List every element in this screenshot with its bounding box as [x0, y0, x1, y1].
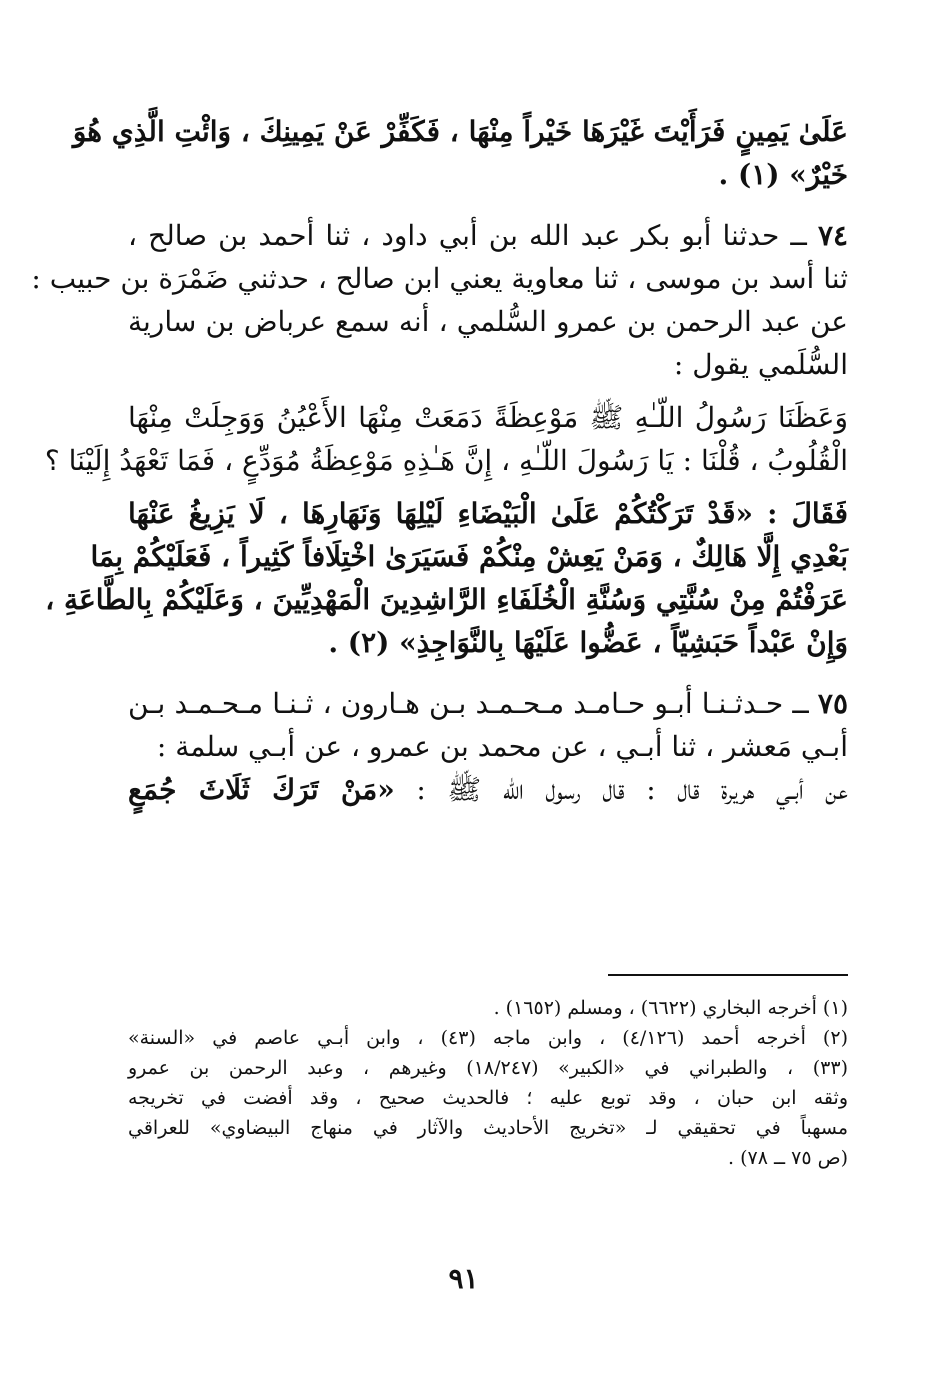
dash: ــ — [790, 219, 807, 252]
text-line: عن عبد الرحمن بن عمرو السُّلمي ، أنه سمع عرباض بن سارية — [128, 305, 848, 338]
isnad-text: حدثنا أبو بكر عبد الله بن أبي داود ، ثنا أحمد بن صالح ، — [128, 219, 780, 252]
footnote-2-line: (ص ٧٥ ــ ٧٨) . — [728, 1147, 848, 1169]
text-line: فَقَالَ : «قَدْ تَرَكْتُكُمْ عَلَىٰ الْبَيْضَاءِ لَيْلِهَا وَنَهَارِهَا ، لَا يَزِيغُ عَنْهَا — [128, 497, 848, 530]
footnote-2-line: وثقه ابن حبان ، وقد توبع عليه ؛ فالحديث صحيح ، وقد أفضت في تخريجه — [128, 1087, 848, 1109]
text-line — [128, 770, 848, 813]
text-line: خَيْرٌ» (١) . — [718, 158, 848, 191]
text-line: السُّلَمي يقول : — [673, 348, 848, 381]
footnote-1: (١) أخرجه البخاري (٦٦٢٢) ، ومسلم (١٦٥٢) . — [493, 997, 848, 1019]
hadith-text: «مَنْ تَرَكَ ثَلَاثَ جُمَعٍ — [128, 773, 395, 806]
page-body — [31, 112, 849, 813]
text-line: بَعْدِي إِلَّا هَالِكٌ ، وَمَنْ يَعِشْ مِنْكُمْ فَسَيَرَىٰ اخْتِلَافاً كَثِيراً ، فَعَلَيْكُمْ بِمَا — [90, 540, 848, 573]
text-line: ثنا أسد بن موسى ، ثنا معاوية يعني ابن صالح ، حدثني ضَمْرَة بن حبيب : — [31, 262, 848, 295]
footnote-2-line: (٢) أخرجه أحمد (٤/١٢٦) ، وابن ماجه (٤٣) ، وابن أبـي عاصم في «السنة» — [128, 1027, 848, 1049]
hadith-number: ٧٥ — [817, 687, 848, 720]
footnote-2-line: مسهباً في تحقيقي لـ «تخريج الأحاديث والآثار في منهاج البيضاوي» للعراقي — [128, 1117, 848, 1139]
hadith-number: ٧٤ — [817, 219, 849, 252]
text-line: وَعَظَنَا رَسُولُ اللّـٰهِ ﷺ مَوْعِظَةً دَمَعَتْ مِنْهَا الأَعْيُنُ وَوَجِلَتْ مِنْهَا — [128, 401, 848, 434]
footnotes — [128, 974, 848, 1174]
text-line: أبـي مَعشر ، ثنا أبـي ، عن محمد بن عمرو ، عن أبـي سلمة : — [156, 730, 848, 763]
hadith-75-isnad-line — [128, 684, 848, 727]
text-line: عَلَىٰ يَمِينٍ فَرَأَيْتَ غَيْرَهَا خَيْراً مِنْهَا ، فَكَفِّرْ عَنْ يَمِينِكَ ، وَائْتِ الَّذِي هُوَ — [72, 115, 848, 148]
footnote-separator — [608, 974, 848, 976]
narration-text: عن أبـي هريرة قال : قال رسول الله ﷺ : — [394, 773, 848, 806]
page-number: ٩١ — [448, 1262, 479, 1295]
text-line: وَإِنْ عَبْداً حَبَشِيّاً ، عَضُّوا عَلَيْهَا بِالنَّوَاجِذِ» (٢) . — [328, 626, 848, 659]
footnote-2-line: (٣٣) ، والطبراني في «الكبير» (١٨/٢٤٧) وغيرهم ، وعبد الرحمن بن عمرو — [128, 1057, 848, 1079]
text-line: عَرَفْتُمْ مِنْ سُنَّتِي وَسُنَّةِ الْخُلَفَاءِ الرَّاشِدِينَ الْمَهْدِيِّينَ ، وَعَلَيْكُمْ بِالطَّاعَةِ ، — [45, 583, 848, 616]
isnad-text: حـدثـنـا أبـو حـامـد مـحـمـد بـن هـارون ، ثـنـا مـحـمـد بـن — [128, 687, 784, 720]
dash: ــ — [792, 687, 809, 720]
hadith-74-isnad-line — [128, 216, 848, 259]
text-line: الْقُلُوبُ ، قُلْنَا : يَا رَسُولَ اللّـٰهِ ، إِنَّ هَـٰذِهِ مَوْعِظَةُ مُوَدِّعٍ ، فَمَا تَعْهَدُ إِلَيْنَا ؟ — [44, 444, 848, 477]
